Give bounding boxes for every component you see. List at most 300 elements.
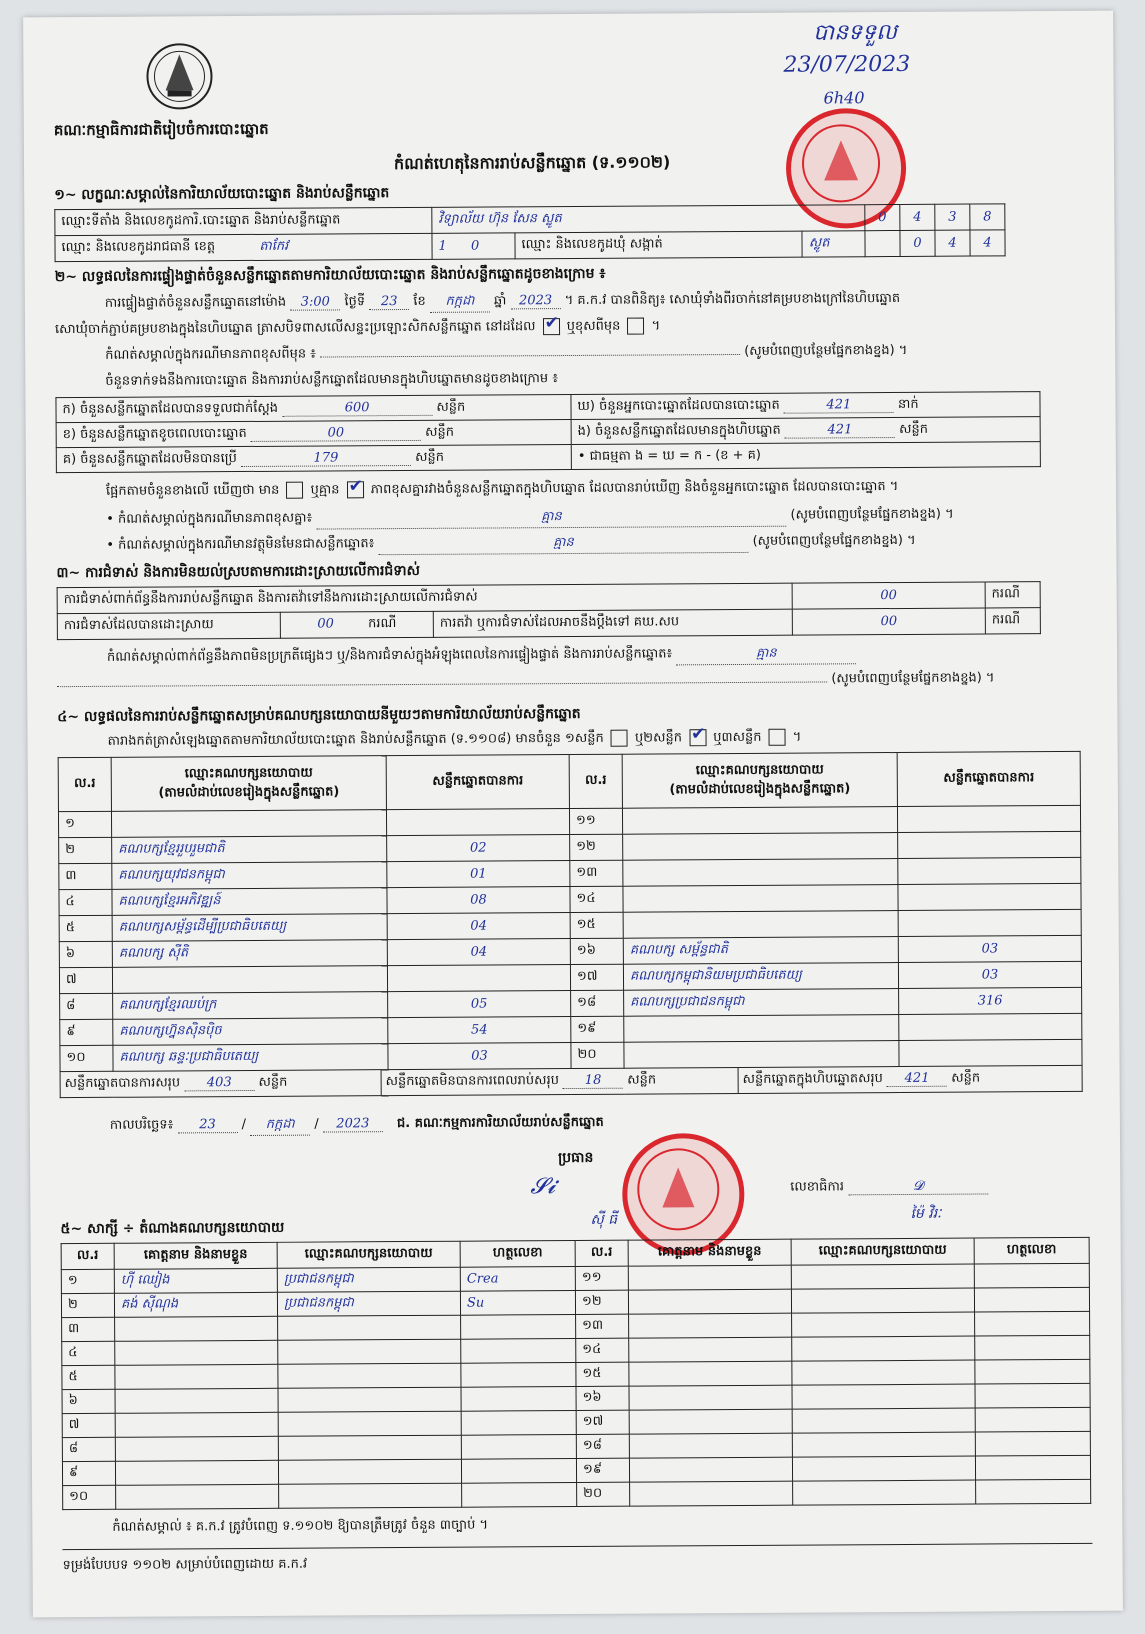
sheets-text: ឬ៣សន្លឹក (713, 729, 762, 746)
verify-text: ខែ (413, 293, 426, 309)
nec-emblem-icon (145, 40, 213, 112)
vote-count (386, 809, 569, 836)
witness-sign (461, 1338, 576, 1363)
col-votes: សន្លឹកឆ្នោតបានការ (386, 755, 569, 810)
witness-party (792, 1360, 975, 1385)
witness-sign (975, 1311, 1090, 1336)
row-no: ១៧ (570, 964, 623, 990)
verify-text: ។ គ.ក.វ បានពិនិត្យ៖ សោឃុំទាំងពីរចាក់នៅគម្របខាងក្រៅនៃហិបឆ្នោត (564, 290, 901, 309)
province-value: តាកែវ (259, 238, 289, 254)
witness-no: ១៦ (576, 1386, 629, 1410)
note2-tail: (សូមបំពេញបន្ថែមផ្នែកខាងខ្នង) ។ (790, 506, 954, 523)
witness-no: ១៩ (576, 1458, 629, 1482)
date-year: 2023 (323, 1116, 383, 1132)
witness-party (278, 1315, 461, 1340)
secretary-signature: 𝓓 (848, 1178, 988, 1195)
unit: សន្លឹក (436, 399, 466, 415)
province-label (55, 233, 432, 261)
seal-text: ឬខុសពីមុន (566, 318, 621, 335)
row-no: ១៥ (570, 912, 623, 938)
party-name: គណបក្សខ្មែររួបរួមជាតិ (112, 836, 387, 864)
irregularity-note-cont (57, 669, 1097, 694)
witness-no: ៧ (62, 1413, 115, 1437)
cases-unit: ករណី (985, 608, 1040, 634)
sheets-text: តារាងកត់ត្រាសំឡេងឆ្នោតតាមការិយាល័យបោះឆ្នោត និងរាប់សន្លឹកឆ្នោត (ទ.១១០៨) មានចំនួន ១សន្លឹក (107, 730, 604, 749)
code-digit: 3 (935, 204, 970, 230)
witness-party (791, 1264, 974, 1289)
bottom-stamp (622, 1133, 745, 1256)
witness-no: ១៨ (576, 1434, 629, 1458)
secretary-name: ម៉ៃ វិរៈ (910, 1205, 942, 1222)
row-no: ៦ (59, 941, 112, 967)
witness-party (792, 1384, 975, 1409)
witness-sign (461, 1386, 576, 1411)
footer-divider (62, 1543, 1092, 1550)
witness-party (278, 1387, 461, 1412)
col-party (622, 753, 897, 809)
party-name: គណបក្សកម្ពុជានិយមប្រជាធិបតេយ្យ (623, 963, 898, 991)
receipt-time: 6h40 (823, 88, 865, 108)
objections-table (57, 581, 1041, 640)
witness-name (628, 1265, 791, 1290)
witness-sign: Su (460, 1290, 575, 1315)
witness-no: ៨ (62, 1437, 115, 1461)
witness-no: ១២ (575, 1290, 628, 1314)
chair-name: ស៊ី ធី (590, 1211, 618, 1228)
witness-sign (975, 1455, 1090, 1480)
witness-name (629, 1433, 792, 1458)
col-party-title: ឈ្មោះគណបក្សនយោបាយ (184, 765, 313, 781)
doc-title: កំណត់ហេតុនៃការរាប់សន្លឹកឆ្នោត (ទ.១១០២) (393, 152, 671, 174)
code-digit: 4 (900, 204, 935, 230)
org-name: គណៈកម្មាធិការជាតិរៀបចំការបោះឆ្នោត (53, 119, 269, 140)
objection-label: ការជំទាស់ពាក់ព័ន្ធនឹងការរាប់សន្លឹកឆ្នោត និងការតវ៉ាទៅនឹងការដោះស្រាយលើការជំទាស់ (57, 583, 792, 613)
section1-table (54, 203, 1005, 262)
count-a-value: 600 (282, 399, 432, 416)
vote-count: 05 (388, 991, 571, 1018)
section2-title: ២~ លទ្ធផលនៃការផ្ទៀងផ្ទាត់ចំនួនសន្លឹកឆ្នោតតាមការិយាល័យបោះឆ្នោត និងរាប់សន្លឹកឆ្នោតដូចខាងក្រោម ៖ (54, 265, 606, 286)
party-name (622, 807, 897, 835)
appeal-label: ការតវ៉ា ឬការជំទាស់ដែលអាចនឹងប្តឹងទៅ គឃ.សប (433, 609, 792, 637)
note2-label: • កំណត់សម្គាល់ក្នុងករណីមានភាពខុសគ្នា៖ (106, 510, 313, 527)
note1-dots (320, 354, 740, 358)
witness-name (115, 1316, 278, 1341)
party-name (623, 885, 898, 913)
party-name: គណបក្ស សម្ព័ន្ធជាតិ (623, 937, 898, 965)
code-digit: 0 (470, 238, 480, 254)
unit: សន្លឹក (415, 449, 445, 465)
cases-unit: ករណី (985, 582, 1040, 608)
verify-line (105, 289, 1085, 315)
chair-signature: 𝓢𝓲 (530, 1174, 556, 1200)
total-box-value: 421 (887, 1071, 947, 1087)
note1-label: កំណត់សម្គាល់ក្នុងករណីមានភាពខុសពីមុន ៖ (105, 346, 316, 363)
party-name (624, 1015, 899, 1043)
col-name: គោត្តនាម និងនាមខ្លួន (114, 1242, 277, 1269)
formula: ជាធម្មតា ង = ឃ = ក - (ខ + គ) (589, 447, 762, 464)
count-a-label: ក) ចំនួនសន្លឹកឆ្នោតដែលបានទទួលជាក់ស្តែង (62, 400, 279, 417)
party-name: គណបក្សយុវជនកម្ពុជា (112, 862, 387, 890)
code-digit: 0 (900, 230, 935, 256)
total-valid-value: 403 (184, 1075, 254, 1091)
sheets-line: តារាងកត់ត្រាសំឡេងឆ្នោតតាមការិយាល័យបោះឆ្នោត និងរាប់សន្លឹកឆ្នោត (ទ.១១០៨) មានចំនួន ១សន្លឹក ឬ២សន្លឹក ✔ ឬ៣សន្លឹក ។ (107, 729, 801, 752)
witness-sign (975, 1431, 1090, 1456)
verify-time: 3:00 (290, 294, 340, 310)
witness-no: ១១ (575, 1266, 628, 1290)
witness-no: ៣ (62, 1317, 115, 1341)
totals-flex (61, 1066, 1082, 1097)
receipt-date: 23/07/2023 (783, 51, 911, 78)
witness-name (629, 1337, 792, 1362)
vote-count (897, 805, 1080, 832)
cases-unit: ករណី (368, 616, 397, 632)
col-no: ល.រ (569, 754, 622, 808)
witness-name (630, 1481, 793, 1506)
witness-party (278, 1339, 461, 1364)
row-no: ២ (59, 837, 112, 863)
vote-count (898, 883, 1081, 910)
note1-line (105, 341, 1095, 366)
row-no: ៩ (60, 1019, 113, 1045)
note3-line (106, 531, 1096, 557)
witness-name (629, 1385, 792, 1410)
total-valid (61, 1070, 382, 1097)
irregularity-label: កំណត់សម្គាល់ពាក់ព័ន្ធនឹងភាពមិនប្រក្រតីផ្សេងៗ ឬ/និងការជំទាស់ក្នុងអំឡុងពេលនៃការផ្ទៀងផ្ទាត់ និងការរាប់សន្លឹកឆ្នោត៖ (106, 646, 673, 665)
count-c-cell (56, 445, 571, 473)
witness-no: ១ (61, 1269, 114, 1293)
col-no: ល.រ (58, 757, 111, 811)
blank-cell (865, 230, 900, 256)
date-month: កក្កដា (250, 1116, 310, 1136)
witness-party (278, 1435, 461, 1460)
count-d-label: ឃ) ចំនួនអ្នកបោះឆ្នោតដែលបានបោះឆ្នោត (577, 397, 780, 414)
vote-count: 03 (388, 1043, 571, 1070)
col-votes: សន្លឹកឆ្នោតបានការ (897, 751, 1080, 806)
code-digit: 0 (865, 204, 900, 230)
one-sheet-checkbox[interactable] (611, 730, 628, 747)
witness-party (792, 1432, 975, 1457)
party-name: គណបក្ស ឆន្ទៈប្រជាធិបតេយ្យ (113, 1044, 388, 1072)
section1-title: ១~ លក្ខណៈសម្គាល់នៃការិយាល័យបោះឆ្នោត និងរាប់សន្លឹកឆ្នោត (54, 185, 390, 204)
vote-count (899, 1039, 1082, 1066)
party-name (111, 810, 386, 838)
formula-cell: • ជាធម្មតា ង = ឃ = ក - (ខ + គ) (571, 442, 1040, 470)
witness-name (115, 1340, 278, 1365)
commune-label: ឈ្មោះ និងលេខកូដឃុំ សង្កាត់ (515, 231, 802, 259)
note2-line (106, 505, 1096, 531)
committee-title: ជ. គណៈកម្មការការិយាល័យរាប់សន្លឹកឆ្នោត (396, 1114, 604, 1132)
vote-count: 316 (899, 987, 1082, 1014)
results-table (58, 751, 1083, 1098)
witness-sign (975, 1407, 1090, 1432)
party-name (623, 859, 898, 887)
witness-no: ១៤ (576, 1338, 629, 1362)
witness-party (279, 1483, 462, 1508)
total-box (739, 1066, 1082, 1093)
sheets-text: ឬ២សន្លឹក (634, 730, 683, 746)
discrepancy-yes-checkbox[interactable] (286, 482, 303, 499)
secretary-label: លេខាធិការ (790, 1179, 844, 1195)
row-no: ១១ (569, 808, 622, 834)
note3-value: គ្មាន (378, 533, 748, 555)
party-name: គណបក្សសម្ព័ន្ធដើម្បីប្រជាធិបតេយ្យ (112, 914, 387, 942)
count-e-value: 421 (785, 422, 895, 439)
total-invalid (382, 1068, 739, 1095)
objection-value: 00 (792, 582, 985, 609)
counts-table (55, 391, 1040, 473)
table-row (63, 1479, 1091, 1509)
witness-sign (461, 1434, 576, 1459)
unit: សន្លឹក (899, 421, 928, 437)
resolved-value (280, 611, 433, 638)
count-e-label: ង) ចំនួនសន្លឹកឆ្នោតដែលមានក្នុងហិបឆ្នោត (577, 422, 781, 439)
note2-value: គ្មាន (316, 507, 786, 530)
witness-sign (461, 1362, 576, 1387)
row-no: ១៨ (571, 990, 624, 1016)
station-name: វិទ្យាល័យ ហ៊ុន សែន ស្លូត (432, 205, 865, 234)
witness-party (792, 1336, 975, 1361)
party-name: គណបក្ស ស៊ីតិ (112, 940, 387, 968)
count-c-label: គ) ចំនួនសន្លឹកឆ្នោតដែលមិនបានប្រើ (62, 450, 237, 467)
counts-intro: ចំនួនទាក់ទងនឹងការបោះឆ្នោត និងការរាប់សន្លឹកឆ្នោតដែលមានក្នុងហិបឆ្នោតមានដូចខាងក្រោម ៖ (105, 371, 559, 389)
totals-row (60, 1065, 1082, 1097)
irregularity-dots (57, 681, 827, 687)
footnote: កំណត់សម្គាល់ ៖ គ.ក.វ ត្រូវបំពេញ ទ.១១០២ ឱ្យបានត្រឹមត្រូវ ចំនួន ៣ច្បាប់ ។ (112, 1517, 489, 1535)
col-party: ឈ្មោះគណបក្សនយោបាយ (791, 1238, 974, 1265)
party-name (623, 833, 898, 861)
document-sheet (23, 11, 1123, 1618)
party-name: គណបក្សប្រជាជនកម្ពុជា (624, 989, 899, 1017)
section4-title: ៤~ លទ្ធផលនៃការរាប់សន្លឹកឆ្នោតសម្រាប់គណបក្សនយោបាយនីមួយៗតាមការិយាល័យរាប់សន្លឹកឆ្នោត (57, 705, 581, 726)
col-party (111, 756, 386, 812)
note1-tail: (សូមបំពេញបន្ថែមផ្នែកខាងខ្នង) ។ (744, 342, 908, 359)
unit: សន្លឹក (424, 424, 454, 440)
irregularity-value: គ្មាន (676, 644, 856, 665)
witness-name (629, 1313, 792, 1338)
vote-count: 03 (898, 935, 1081, 962)
witness-name (629, 1457, 792, 1482)
witness-party (278, 1411, 461, 1436)
row-no: ១៣ (570, 860, 623, 886)
col-party-sub: (តាមលំដាប់លេខរៀងក្នុងសន្លឹកឆ្នោត) (158, 783, 340, 801)
vote-count: 04 (387, 913, 570, 940)
witness-sign (461, 1314, 576, 1339)
verify-text: ឆ្នាំ (493, 293, 507, 309)
discrepancy-text: ភាពខុសគ្នារវាងចំនួនសន្លឹកឆ្នោតក្នុងហិបឆ្នោត ដែលបានរាប់ឃើញ និងចំនួនអ្នកបោះឆ្នោត ដែលបានបោះឆ្នោត ។ (370, 479, 899, 498)
witness-sign (462, 1482, 577, 1507)
witness-no: ៩ (62, 1461, 115, 1485)
total-box-label: សន្លឹកឆ្នោតក្នុងហិបឆ្នោតសរុប (742, 1071, 883, 1087)
witness-name (629, 1409, 792, 1434)
witness-sign: Crea (460, 1266, 575, 1291)
different-checkbox[interactable] (627, 318, 644, 335)
col-party: ឈ្មោះគណបក្សនយោបាយ (277, 1241, 460, 1268)
vote-count: 01 (387, 861, 570, 888)
witness-sign (461, 1458, 576, 1483)
unit: នាក់ (897, 396, 919, 412)
count-b-cell (56, 420, 571, 448)
col-no: ល.រ (61, 1243, 114, 1269)
row-no: ១២ (570, 834, 623, 860)
party-name (624, 1041, 899, 1069)
unit: សន្លឹក (951, 1070, 981, 1086)
witness-no: ៥ (62, 1365, 115, 1389)
row-no: ១៩ (571, 1016, 624, 1042)
date-day: 23 (177, 1117, 237, 1133)
code-digit: 8 (970, 204, 1005, 230)
three-sheet-checkbox[interactable] (769, 729, 786, 746)
verify-text: ថ្ងៃទី (344, 294, 366, 310)
witness-sign (974, 1263, 1089, 1288)
station-label: ឈ្មោះទីតាំង និងលេខកូដការិ.បោះឆ្នោត និងរាប់សន្លឹកឆ្នោត (55, 207, 432, 235)
party-name: គណបក្សហ្វ៊ុនស៊ិនប៉ិច (113, 1018, 388, 1046)
count-a-cell (56, 395, 571, 423)
code-digit: 4 (935, 230, 970, 256)
two-sheet-checkbox[interactable] (689, 729, 706, 746)
count-d-value: 421 (784, 397, 894, 414)
witness-party (793, 1480, 976, 1505)
party-name (623, 911, 898, 939)
witness-no: ១០ (63, 1485, 116, 1509)
total-invalid-label: សន្លឹកឆ្នោតមិនបានការពេលរាប់សរុប (385, 1073, 559, 1090)
col-no: ល.រ (575, 1240, 628, 1266)
col-sign: ហត្ថលេខា (460, 1240, 575, 1267)
verify-month: កក្កដា (430, 292, 490, 312)
row-no: ១០ (60, 1045, 113, 1071)
witness-sign (975, 1383, 1090, 1408)
witness-no: ២ (61, 1293, 114, 1317)
seal-line: សោឃុំចាក់ភ្ជាប់គម្របខាងក្នុងនៃហិបឆ្នោត ត្រាសបិទពាសលើសន្ទះប្រឡោះសិកសន្លឹកឆ្នោត នៅដដែល ✔ ឬខុសពីមុន ។ (55, 317, 660, 340)
witness-party (791, 1288, 974, 1313)
irregularity-tail: (សូមបំពេញបន្ថែមផ្នែកខាងខ្នង) ។ (831, 670, 995, 687)
row-no: ៥ (59, 915, 112, 941)
witness-party: ប្រជាជនកម្ពុជា (277, 1267, 460, 1292)
section3-title: ៣~ ការជំទាស់ និងការមិនយល់ស្របតាមការដោះស្រាយលើការជំទាស់ (56, 562, 420, 582)
witness-party (792, 1408, 975, 1433)
note3-label: • កំណត់សម្គាល់ក្នុងករណីមានវត្ថុមិនមែនជាសន្លឹកឆ្នោត៖ (106, 536, 375, 553)
witness-no: ១៣ (576, 1314, 629, 1338)
witness-name: ហ៊ី ឈៀង (114, 1268, 277, 1293)
witness-name (628, 1289, 791, 1314)
vote-count: 08 (387, 887, 570, 914)
note3-tail: (សូមបំពេញបន្ថែមផ្នែកខាងខ្នង) ។ (752, 532, 916, 549)
vote-count (898, 909, 1081, 936)
verify-year: 2023 (511, 293, 561, 309)
row-no: ៤ (59, 889, 112, 915)
irregularity-note (107, 643, 1097, 669)
count-d-cell (571, 392, 1040, 420)
witness-sign (461, 1410, 576, 1435)
vote-count (387, 965, 570, 992)
discrepancy-text: ផ្អែកតាមចំនួនខាងលើ ឃើញថា មាន (105, 482, 280, 499)
province-label-text: ឈ្មោះ និងលេខកូដរាជធានី ខេត្ត (61, 239, 216, 256)
row-no: ២០ (571, 1042, 624, 1068)
count-b-value: 00 (251, 424, 421, 441)
receipt-note: បានទទួល (813, 20, 898, 46)
witness-name (629, 1361, 792, 1386)
col-party-title: ឈ្មោះគណបក្សនយោបាយ (695, 761, 824, 778)
resolved-number: 00 (317, 616, 334, 632)
witness-name (115, 1412, 278, 1437)
vote-count (898, 831, 1081, 858)
vote-count (899, 1013, 1082, 1040)
witness-sign (974, 1287, 1089, 1312)
col-sign: ហត្ថលេខា (974, 1237, 1089, 1264)
col-name: គោត្តនាម និងនាមខ្លួន (628, 1239, 791, 1266)
discrepancy-line (106, 477, 1096, 502)
witness-party (792, 1312, 975, 1337)
witness-name (115, 1364, 278, 1389)
count-c-value: 179 (241, 449, 411, 466)
witness-table (61, 1237, 1092, 1510)
witness-name: គង់ ស៊ីណុង (114, 1292, 277, 1317)
date-line: កាលបរិច្ឆេទ៖ 23 / កក្កដា / 2023 ជ. គណៈកម្មការការិយាល័យរាប់សន្លឹកឆ្នោត (110, 1114, 604, 1137)
vote-count: 03 (898, 961, 1081, 988)
witness-name (115, 1460, 278, 1485)
discrepancy-text: ឬគ្មាន (310, 482, 340, 498)
commune-value: ស្លូត (802, 231, 865, 257)
row-no: ៨ (60, 993, 113, 1019)
party-name: គណបក្សខ្មែរឈប់ក្រ (113, 992, 388, 1020)
witness-sign (975, 1335, 1090, 1360)
witness-name (116, 1484, 279, 1509)
code-digit: 4 (970, 230, 1005, 256)
discrepancy-no-checkbox[interactable] (347, 481, 364, 498)
row-no: ៧ (59, 967, 112, 993)
witness-sign (975, 1359, 1090, 1384)
witness-no: ២០ (577, 1482, 630, 1506)
code-digit: 1 (438, 238, 447, 254)
vote-count: 54 (388, 1017, 571, 1044)
vote-count (898, 857, 1081, 884)
seal-text: សោឃុំចាក់ភ្ជាប់គម្របខាងក្នុងនៃហិបឆ្នោត ត្រាសបិទពាសលើសន្ទះប្រឡោះសិកសន្លឹកឆ្នោត នៅដដែល (54, 319, 536, 338)
verify-text: ការផ្ទៀងផ្ទាត់ចំនួនសន្លឹកឆ្នោតនៅម៉ោង (104, 294, 287, 311)
count-b-label: ខ) ចំនួនសន្លឹកឆ្នោតខូចពេលបោះឆ្នោត (62, 425, 247, 442)
witness-no: ៦ (62, 1389, 115, 1413)
unit: សន្លឹក (627, 1072, 657, 1088)
party-name (112, 966, 387, 994)
row-no: ១ (58, 811, 111, 837)
party-name: គណបក្សខ្មែរអភិវឌ្ឍន៍ (112, 888, 387, 916)
chair-label: ប្រធាន (558, 1149, 594, 1167)
resolved-label: ការជំទាស់ដែលបានដោះស្រាយ (57, 612, 280, 639)
witness-no: ១៧ (576, 1410, 629, 1434)
total-invalid-value: 18 (563, 1073, 623, 1089)
secretary-line (790, 1177, 988, 1197)
form-ref: ទម្រង់បែបបទ ១១០២ សម្រាប់បំពេញដោយ គ.ក.វ (62, 1556, 308, 1574)
vote-count: 04 (387, 939, 570, 966)
row-no: ១៤ (570, 886, 623, 912)
verify-day: 23 (369, 294, 409, 310)
witness-party (278, 1363, 461, 1388)
witness-party: ប្រជាជនកម្ពុជា (277, 1291, 460, 1316)
witness-name (115, 1388, 278, 1413)
count-e-cell (571, 417, 1040, 445)
same-checkbox[interactable] (543, 318, 560, 335)
witness-no: ៤ (62, 1341, 115, 1365)
appeal-value: 00 (792, 608, 985, 635)
row-no: ៣ (59, 863, 112, 889)
total-valid-label: សន្លឹកឆ្នោតបានការសរុប (64, 1075, 181, 1092)
witness-party (278, 1459, 461, 1484)
date-label: កាលបរិច្ឆេទ៖ (109, 1117, 174, 1133)
witness-party (792, 1456, 975, 1481)
witness-no: ១៥ (576, 1362, 629, 1386)
witness-name (115, 1436, 278, 1461)
province-code (432, 233, 515, 260)
section5-title: ៥~ សាក្សី ÷ តំណាងគណបក្សនយោបាយ (60, 1219, 285, 1238)
vote-count: 02 (387, 835, 570, 862)
